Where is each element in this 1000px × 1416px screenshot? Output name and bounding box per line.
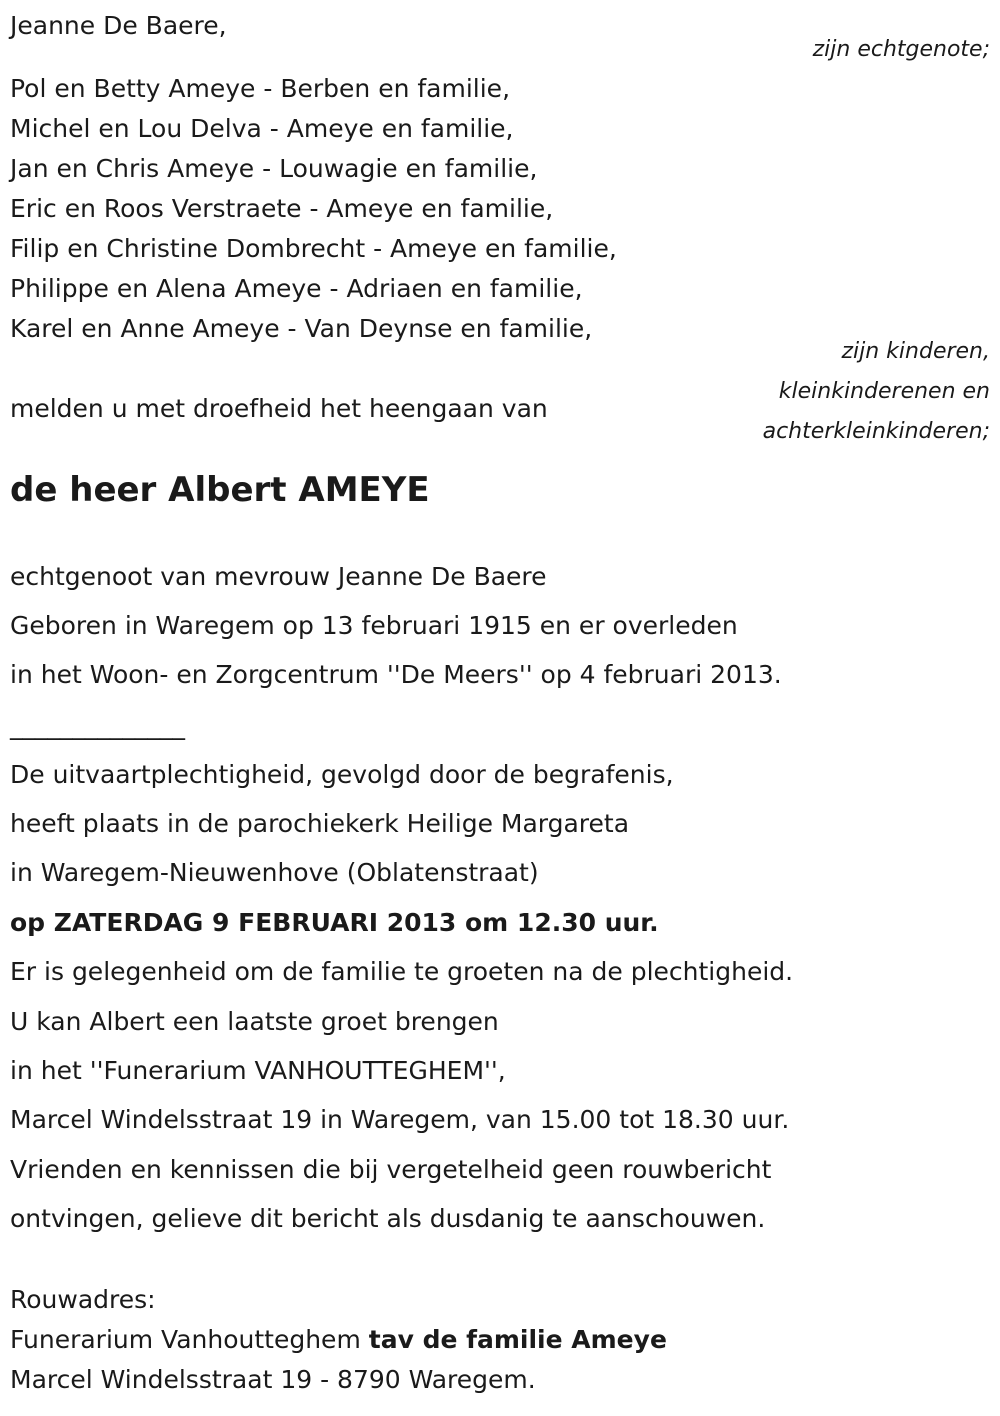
address-line-2: Marcel Windelsstraat 19 - 8790 Waregem. [10, 1365, 536, 1394]
spouse-name: Jeanne De Baere, [10, 11, 227, 40]
address-attention: tav de familie Ameye [368, 1325, 667, 1354]
spouse-role: zijn echtgenote; [812, 37, 990, 62]
bio-line: in het Woon- en Zorgcentrum ''De Meers'' op 4 februari 2013. [10, 660, 782, 689]
address-line-1 [10, 1324, 667, 1356]
child-line: Philippe en Alena Ameye - Adriaen en familie, [10, 274, 583, 303]
child-line: Eric en Roos Verstraete - Ameye en familie, [10, 194, 554, 223]
bio-line: Geboren in Waregem op 13 februari 1915 en er overleden [10, 611, 738, 640]
funeral-info-line: Vrienden en kennissen die bij vergetelheid geen rouwbericht [10, 1155, 772, 1184]
children-role: zijn kinderen, [841, 339, 990, 364]
funeral-line: heeft plaats in de parochiekerk Heilige Margareta [10, 809, 630, 838]
child-line: Jan en Chris Ameye - Louwagie en familie, [10, 154, 538, 183]
funeral-info-line: ontvingen, gelieve dit bericht als dusdanig te aanschouwen. [10, 1204, 766, 1233]
child-line: Filip en Christine Dombrecht - Ameye en familie, [10, 234, 617, 263]
address-funerarium: Funerarium Vanhoutteghem [10, 1325, 369, 1354]
great-grandchildren-role: achterkleinkinderen; [762, 419, 990, 444]
deceased-name: de heer Albert AMEYE [10, 470, 430, 510]
child-line: Michel en Lou Delva - Ameye en familie, [10, 114, 514, 143]
funeral-line: in Waregem-Nieuwenhove (Oblatenstraat) [10, 858, 539, 887]
funeral-info-line: U kan Albert een laatste groet brengen [10, 1007, 499, 1036]
funeral-date: op ZATERDAG 9 FEBRUARI 2013 om 12.30 uur. [10, 908, 659, 937]
grandchildren-role: kleinkinderenen en [778, 379, 990, 404]
funeral-info-line: in het ''Funerarium VANHOUTTEGHEM'', [10, 1056, 506, 1085]
child-line: Karel en Anne Ameye - Van Deynse en familie, [10, 314, 593, 343]
child-line: Pol en Betty Ameye - Berben en familie, [10, 74, 511, 103]
bio-line: echtgenoot van mevrouw Jeanne De Baere [10, 562, 547, 591]
announcement: melden u met droefheid het heengaan van [10, 394, 548, 423]
funeral-info-line: Marcel Windelsstraat 19 in Waregem, van 15.00 tot 18.30 uur. [10, 1105, 790, 1134]
address-label: Rouwadres: [10, 1285, 156, 1314]
separator: ______________ [10, 711, 185, 740]
funeral-info-line: Er is gelegenheid om de familie te groeten na de plechtigheid. [10, 957, 794, 986]
funeral-line: De uitvaartplechtigheid, gevolgd door de begrafenis, [10, 760, 674, 789]
